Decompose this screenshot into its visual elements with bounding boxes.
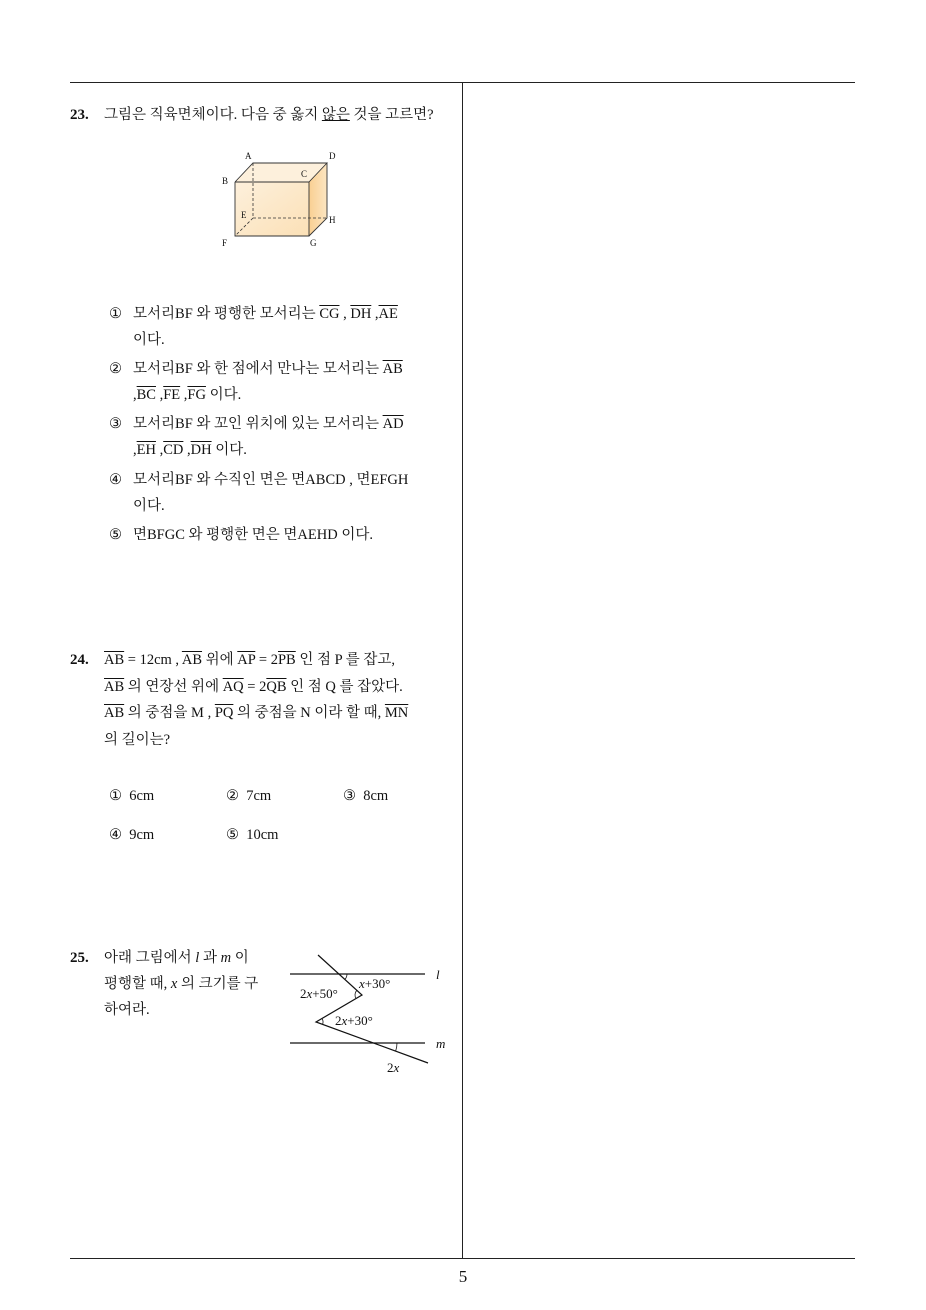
stem-text: 이 [231,950,249,966]
variable-x: x [170,976,178,992]
segment-eh: $\overline{EH}$ [136,442,156,458]
option-line [133,441,247,459]
choice-3[interactable] [343,787,388,805]
question-stem [104,106,434,124]
question-stem-line [104,1001,150,1019]
option-text: 이다. [133,332,165,348]
option-3[interactable] [109,415,449,465]
angle-variable: x [393,1060,400,1075]
vertex-label-f: F [222,238,228,248]
segment-ae: $\overline{AE}$ [378,306,398,322]
segment-bc: $\overline{BC}$ [136,387,156,403]
question-number: 24. [70,652,89,668]
segment-aq: $\overline{AQ}$ [222,679,244,695]
option-text: , [180,387,188,403]
angle-coefficient: 2 [300,986,307,1001]
segment-ab: $\overline{AB}$ [104,652,125,668]
angle-arc-mid [322,1018,323,1024]
question-stem-line [104,704,408,722]
angle-coefficient: 2 [387,1060,394,1075]
option-value: 9cm [129,827,155,843]
choice-5[interactable] [226,826,278,844]
option-mark: ① [109,306,122,322]
vertex-label-a: A [245,151,252,161]
option-text: , [155,387,164,403]
cuboid-front-face [235,182,309,236]
option-mark: ④ [109,472,122,488]
angle-variable: x [341,1013,348,1028]
segment-ap: $\overline{AP}$ [237,652,256,668]
segment-pb: $\overline{PB}$ [277,652,296,668]
option-text: , [133,442,137,458]
vertex-label-e: E [241,210,247,220]
parallel-lines-figure [285,950,455,1080]
cuboid-figure [215,145,350,255]
page-number: 5 [458,1267,468,1286]
option-4[interactable] [109,471,449,521]
angle-variable: x [359,976,365,991]
segment-ad: $\overline{AD}$ [382,416,404,432]
vertex-label-b: B [222,176,229,186]
option-line [133,305,398,323]
question-number: 25. [70,950,89,966]
stem-text: 위에 [202,652,238,668]
question-stem-line [104,731,170,749]
choice-4[interactable] [109,826,154,844]
option-value: 10cm [246,827,279,843]
segment-ab: $\overline{AB}$ [382,361,403,377]
option-mark: ② [226,788,239,804]
stem-text: 의 크기를 구 [177,976,259,992]
angle-constant: +30° [347,1013,373,1028]
vertex-label-h: H [329,215,336,225]
option-value: 7cm [246,788,272,804]
angle-constant: +50° [312,986,338,1001]
angle-coefficient: 2 [335,1013,342,1028]
line-label-l: l [436,967,440,982]
segment-ab: $\overline{AB}$ [104,705,125,721]
angle-label-mid [335,1013,373,1028]
option-value: 8cm [363,788,389,804]
stem-text: = 12cm , [124,652,182,668]
zigzag-line [316,955,428,1063]
option-mark: ④ [109,827,122,843]
option-text: , [133,387,137,403]
stem-text: = 2 [255,652,278,668]
option-text: 모서리BF 와 한 점에서 만나는 모서리는 [133,361,383,377]
choice-1[interactable] [109,787,154,805]
option-line [133,386,241,404]
option-mark: ③ [109,416,122,432]
option-text: 면BFGC 와 평행한 면은 면AEHD 이다. [133,527,373,543]
option-text: 모서리BF 와 수직인 면은 면ABCD , 면EFGH [133,472,409,488]
stem-text: 인 점 P 를 잡고, [295,652,396,668]
question-stem-line [104,651,395,669]
bottom-rule [70,1258,855,1259]
stem-text: 아래 그림에서 [104,950,196,966]
option-5[interactable] [109,526,449,550]
line-label-m: m [436,1036,446,1051]
angle-arc-left [355,990,357,998]
variable-m: m [220,950,232,966]
segment-dh: $\overline{DH}$ [190,442,212,458]
stem-text: 것을 고르면? [349,107,434,123]
segment-dh: $\overline{DH}$ [350,306,372,322]
segment-cg: $\overline{CG}$ [319,306,340,322]
option-mark: ③ [343,788,356,804]
stem-text: = 2 [243,679,267,695]
option-text: 모서리BF 와 평행한 모서리는 [133,306,320,322]
stem-text: 인 점 Q 를 잡았다. [286,679,403,695]
angle-variable: x [306,986,313,1001]
angle-arc-bottom [396,1043,397,1051]
option-value: 6cm [129,788,155,804]
segment-ab: $\overline{AB}$ [104,679,125,695]
stem-text: 의 길이는? [104,732,171,748]
segment-qb: $\overline{QB}$ [266,679,287,695]
option-mark: ② [109,361,122,377]
option-text: , [371,306,379,322]
question-stem-line [104,975,258,993]
option-line [133,415,404,433]
stem-text: 하여라. [104,1002,150,1018]
segment-ab: $\overline{AB}$ [181,652,203,668]
option-line [133,471,408,489]
vertex-label-c: C [301,169,308,179]
option-text: 이다. [211,442,247,458]
stem-text: 의 중점을 N 이라 할 때, [233,705,385,721]
stem-underlined-text: 않은 [321,107,350,123]
segment-fg: $\overline{FG}$ [187,387,206,403]
option-text: 이다. [205,387,242,403]
angle-label-left [300,986,338,1001]
option-line [133,360,403,378]
angle-label-top [358,976,390,991]
segment-fe: $\overline{FE}$ [163,387,181,403]
question-number: 23. [70,107,89,123]
stem-text: 과 [199,950,221,966]
stem-text: 의 중점을 M , [124,705,215,721]
option-mark: ⑤ [109,527,122,543]
option-line [133,331,165,349]
segment-mn: $\overline{MN}$ [384,705,409,721]
variable-l: l [195,950,200,966]
option-text: 이다. [133,498,165,514]
option-mark: ⑤ [226,827,239,843]
segment-cd: $\overline{CD}$ [163,442,184,458]
stem-text: 평행할 때, [104,976,171,992]
option-line [133,497,165,515]
option-text: , [155,442,164,458]
option-1[interactable] [109,305,449,355]
vertex-label-d: D [329,151,336,161]
angle-label-bottom [387,1060,400,1075]
option-text: , [339,306,351,322]
option-2[interactable] [109,360,449,410]
column-divider [462,82,463,1258]
option-text: 모서리BF 와 꼬인 위치에 있는 모서리는 [133,416,383,432]
option-line [133,526,373,544]
angle-constant: +30° [364,976,391,991]
angle-arc-top [345,974,347,979]
choice-2[interactable] [226,787,271,805]
question-stem-line [104,678,403,696]
question-stem-line [104,949,249,967]
option-mark: ① [109,788,122,804]
stem-text: 의 연장선 위에 [124,679,223,695]
vertex-label-g: G [310,238,317,248]
segment-pq: $\overline{PQ}$ [214,705,234,721]
stem-text: 그림은 직육면체이다. 다음 중 옳지 [104,107,322,123]
option-text: , [183,442,191,458]
